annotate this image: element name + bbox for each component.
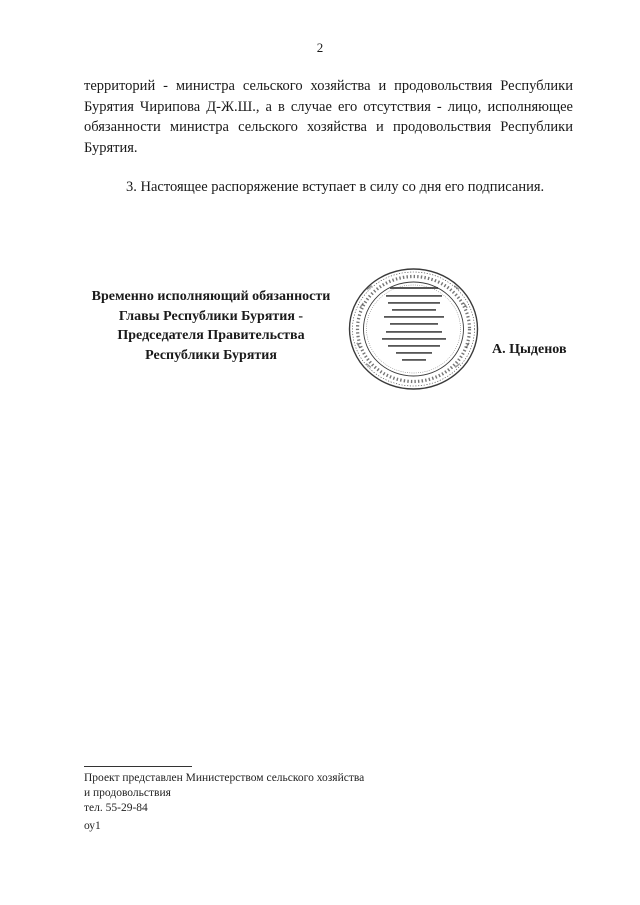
- item-3-effective-date: 3. Настоящее распоряжение вступает в силу со дня его подписания.: [126, 179, 545, 195]
- footnote: [84, 771, 364, 816]
- footnote-divider: [84, 766, 192, 767]
- page-number: 2: [316, 40, 324, 55]
- footnote-phone: тел. 55-29-84: [84, 802, 148, 814]
- signatory-title-line: Временно исполняющий обязанности: [91, 289, 331, 304]
- signatory-title-line: Республики Бурятия: [145, 347, 277, 363]
- footnote-line: Проект представлен Министерством сельского хозяйства: [84, 772, 365, 784]
- signer-name: А. Цыденов: [492, 342, 567, 357]
- paragraph-line: территорий - министра сельского хозяйства и продовольствия Республики: [84, 78, 573, 94]
- footnote-line: и продовольствия: [84, 787, 171, 799]
- paragraph-line: Бурятия.: [84, 139, 138, 156]
- signatory-title: [80, 287, 342, 365]
- paragraph-continuation: [84, 76, 573, 158]
- signatory-title-line: Председателя Правительства: [117, 328, 305, 343]
- official-seal-icon: [346, 265, 481, 393]
- signatory-title-line: Главы Республики Бурятия -: [118, 308, 304, 324]
- paragraph-line: обязанности министра сельского хозяйства и продовольствия Республики: [84, 119, 573, 135]
- document-code: оу1: [84, 820, 101, 832]
- paragraph-line: Бурятия Чирипова Д-Ж.Ш., а в случае его отсутствия - лицо, исполняющее: [84, 98, 573, 115]
